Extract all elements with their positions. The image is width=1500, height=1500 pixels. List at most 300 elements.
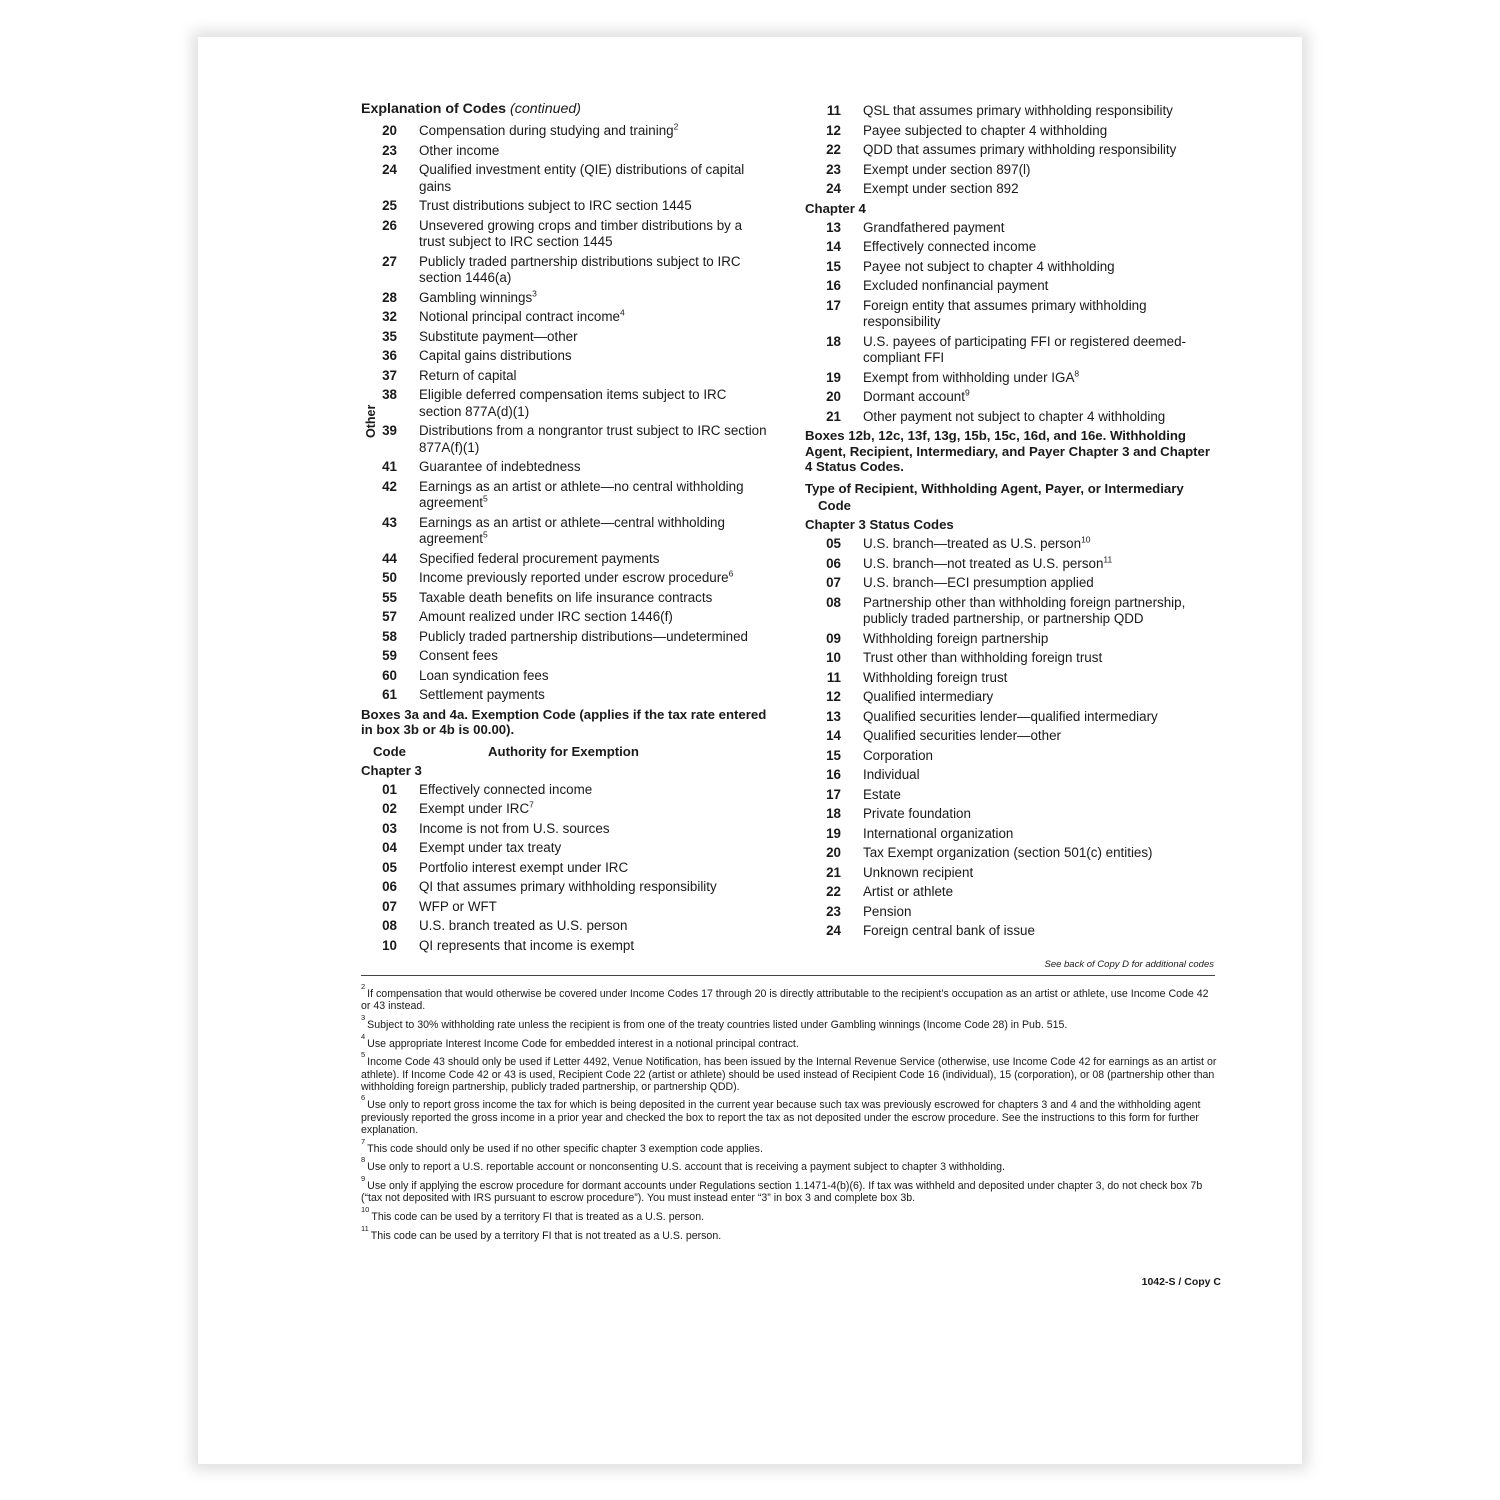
code-row [805,689,1220,706]
code-description [419,879,771,896]
code-description-text: Qualified securities lender—other [863,728,1061,743]
footnote-text: If compensation that would otherwise be covered under Income Codes 17 through 20 is directly attributable to the recipient’s occupation as an artist or athlete, use Income Code 42 or 43 instead. [361,988,1209,1013]
code-number: 19 [826,825,841,841]
code-description [419,387,771,420]
see-back-note: See back of Copy D for additional codes [1044,959,1214,970]
code-row [805,884,1220,901]
code-description [419,123,771,140]
footnote-number: 4 [361,1031,366,1041]
code-row [361,143,771,160]
code-description [419,348,771,365]
code-row [361,668,771,685]
code-number: 23 [382,142,397,158]
code-description-text: Capital gains distributions [419,348,572,363]
form-identifier: 1042-S / Copy C [1141,1276,1221,1288]
code-row [805,162,1220,179]
code-description-text: Consent fees [419,648,498,663]
code-number: 14 [826,728,841,743]
chapter3-exemption-list [361,782,771,955]
code-number: 14 [826,239,841,254]
authority-column-label: Authority for Exemption [488,743,639,759]
code-row [361,801,771,818]
code-row [361,782,771,799]
code-description [863,670,1220,687]
code-number: 20 [382,123,397,138]
code-number: 08 [382,918,397,933]
code-description-text: Qualified intermediary [863,689,994,704]
code-number: 13 [826,219,841,235]
footnote-number: 6 [361,1093,366,1103]
code-number: 21 [826,408,841,424]
code-number: 58 [382,628,397,644]
footnote-text: Use only if applying the escrow procedure for dormant accounts under Regulations section 1.1471-4(b)(6). If tax was withheld and deposited under chapter 3, do not check box 7b (“tax not deposited with IRS pursuant to escrow procedure”). You must instead enter “3” in box 3 and complete box 3b. [361,1179,1203,1205]
code-row [805,334,1220,367]
footnote-ref: 8 [1074,368,1080,379]
footnote-number: 10 [361,1204,370,1214]
code-row [361,590,771,607]
right-column [805,103,1220,943]
footnote-text: Use only to report a U.S. reportable account or nonconsenting U.S. account that is receiving a payment subject to chapter 3 withholding. [367,1161,1005,1174]
code-row [805,370,1220,387]
code-description-text: Trust other than withholding foreign trust [863,650,1103,665]
footnote-ref: 3 [532,288,537,299]
code-row [361,860,771,877]
code-description [863,923,1220,940]
code-description [863,767,1220,784]
code-row [805,259,1220,276]
code-description-text: Settlement payments [419,687,545,702]
code-description [863,845,1220,862]
footnote-ref: 9 [964,387,970,398]
code-description [863,728,1220,745]
code-number: 04 [382,840,397,855]
code-row [361,423,771,456]
code-number: 26 [382,217,397,233]
code-row [805,904,1220,921]
code-number: 07 [826,575,841,590]
footnote-item [361,1012,1217,1031]
code-description-text: Partnership other than withholding foreign partnership, publicly traded partnership, or partnership QDD [863,594,1186,626]
code-description [419,329,771,346]
code-description [419,218,771,251]
code-description [419,551,771,568]
code-description-text: Exempt under IRC [419,801,530,816]
code-description [419,840,771,857]
code-description-text: WFP or WFT [419,898,497,914]
code-description [863,409,1220,426]
code-row [361,629,771,646]
code-description [419,668,771,685]
code-row [361,348,771,365]
code-description [419,254,771,287]
page-title [361,100,771,118]
footnote-item [361,982,1217,1013]
code-number: 37 [382,367,397,383]
footnote-ref: 11 [1103,554,1113,565]
code-description-text: QI that assumes primary withholding responsibility [419,879,717,894]
code-number: 03 [382,820,397,836]
code-description-text: U.S. branch—not treated as U.S. person [863,555,1104,571]
code-description-text: Corporation [863,747,933,763]
code-description-text: Individual [863,767,920,782]
code-description-text: Portfolio interest exempt under IRC [419,859,629,875]
code-column-label: Code [373,743,406,759]
code-row [805,670,1220,687]
footnote-text: Use appropriate Interest Income Code for embedded interest in a notional principal contract. [367,1037,799,1050]
code-description-text: Qualified securities lender—qualified intermediary [863,708,1158,724]
code-number: 18 [826,806,841,821]
code-number: 41 [382,459,397,474]
code-description [419,899,771,916]
code-number: 10 [382,937,397,953]
code-description-text: Trust distributions subject to IRC section 1445 [419,198,692,213]
code-description [419,515,771,548]
code-row [805,142,1220,159]
code-description [419,687,771,704]
code-row [361,840,771,857]
left-column [361,100,771,957]
code-description-text: Eligible deferred compensation items subject to IRC section 877A(d)(1) [419,387,727,419]
code-description [863,278,1220,295]
code-description-text: U.S. branch—ECI presumption applied [863,575,1094,590]
code-description [863,787,1220,804]
code-number: 42 [382,478,397,494]
code-row [805,575,1220,592]
code-description-text: Exempt under section 892 [863,181,1019,196]
code-description [863,689,1220,706]
code-description [863,181,1220,198]
code-number: 50 [382,570,397,585]
code-row [361,899,771,916]
code-description-text: Guarantee of indebtedness [419,459,581,474]
code-row [361,309,771,326]
status-type-heading: Type of Recipient, Withholding Agent, Payer, or Intermediary [805,480,1184,496]
footnote-ref: 6 [728,568,734,579]
code-description [419,782,771,799]
code-description [419,162,771,195]
code-row [361,254,771,287]
status-code-list [805,536,1220,940]
code-number: 25 [382,198,397,213]
income-code-list [361,123,771,704]
code-description-text: Withholding foreign partnership [863,630,1049,646]
code-row [805,123,1220,140]
code-description-text: Other income [419,142,500,158]
code-number: 11 [826,669,841,685]
footnote-item [361,1223,1217,1242]
footnote-item [361,1050,1217,1093]
code-row [805,239,1220,256]
code-description [419,198,771,215]
code-number: 10 [826,650,841,665]
code-number: 60 [382,667,397,683]
footnote-ref: 4 [619,307,625,318]
code-number: 23 [826,161,841,177]
code-description-text: Foreign entity that assumes primary withholding responsibility [863,297,1147,329]
exemption-column-header [361,744,771,760]
code-number: 16 [826,767,841,782]
code-row [361,821,771,838]
code-description-text: Withholding foreign trust [863,669,1008,685]
code-number: 09 [826,630,841,646]
code-description [863,389,1220,406]
footnote-divider [361,975,1215,976]
code-description-text: QSL that assumes primary withholding responsibility [863,103,1173,118]
footnote-number: 11 [361,1223,369,1233]
code-description [419,821,771,838]
code-description-text: QDD that assumes primary withholding responsibility [863,142,1177,157]
footnote-item [361,1031,1217,1050]
code-row [361,938,771,955]
code-description-text: Exempt under section 897(l) [863,161,1031,177]
code-description [863,298,1220,331]
code-description [419,590,771,607]
code-description-text: Earnings as an artist or athlete—no central withholding agreement [419,478,744,510]
code-row [361,329,771,346]
code-number: 27 [382,253,397,269]
code-row [361,879,771,896]
code-row [805,220,1220,237]
code-description-text: Income is not from U.S. sources [419,820,610,836]
code-row [361,459,771,476]
code-number: 35 [382,328,397,344]
code-row [805,709,1220,726]
code-row [805,650,1220,667]
code-description-text: Taxable death benefits on life insurance contracts [419,589,713,605]
other-label-text: Other [364,404,378,438]
code-description-text: U.S. branch—treated as U.S. person [863,536,1082,551]
footnote-number: 5 [361,1050,366,1060]
code-row [361,123,771,140]
footnote-number: 3 [361,1012,366,1022]
code-number: 12 [826,122,841,138]
code-number: 06 [826,555,841,571]
code-description-text: Distributions from a nongrantor trust subject to IRC section 877A(f)(1) [419,423,767,455]
code-row [361,479,771,512]
code-number: 06 [382,879,397,894]
footnote-text: Income Code 43 should only be used if Letter 4492, Venue Notification, has been issued by the Internal Revenue Service (otherwise, use Income Code 42 for earnings as an artist or athlete). If Income Code 42 or 43 is used, Recipient Code 22 (artist or athlete) should be used instead of Recipient Code 16 (individual), 15 (corporation), or 08 (partnership other than withholding foreign partnership, publicly traded partnership, or partnership QDD). [361,1056,1217,1093]
code-number: 22 [826,142,841,157]
code-row [805,278,1220,295]
chapter3-label: Chapter 3 [361,762,422,778]
code-description-text: Return of capital [419,367,517,383]
code-description-text: QI represents that income is exempt [419,937,635,953]
code-description-text: Gambling winnings [419,289,533,305]
code-number: 13 [826,708,841,724]
code-description [419,309,771,326]
code-row [805,787,1220,804]
footnote-number: 8 [361,1155,366,1165]
code-number: 24 [382,162,397,177]
code-description-text: Foreign central bank of issue [863,923,1035,938]
footnote-item [361,1204,1217,1223]
code-number: 08 [826,594,841,610]
code-description [863,595,1220,628]
footnotes [361,982,1217,1248]
code-description [863,865,1220,882]
status-codes-heading: Boxes 12b, 12c, 13f, 13g, 15b, 15c, 16d, and 16e. Withholding Agent, Recipient, Intermediary, and Payer Chapter 3 and Chapter 4 Status Codes. [805,428,1211,474]
code-number: 24 [826,923,841,938]
code-row [361,648,771,665]
code-description [419,609,771,626]
code-row [361,198,771,215]
code-description [863,904,1220,921]
code-row [805,536,1220,553]
footnote-text: This code should only be used if no other specific chapter 3 exemption code applies. [367,1142,763,1155]
code-description [419,479,771,512]
code-row [361,162,771,195]
code-row [805,298,1220,331]
code-description-text: Pension [863,903,912,919]
code-description-text: U.S. payees of participating FFI or registered deemed-compliant FFI [863,333,1187,365]
footnote-text: Use only to report gross income the tax for which is being deposited in the current year because such tax was previously escrowed for chapters 3 and 4 and the withholding agent previously reported the gross income in a prior year and checked the box to report the tax as not deposited under the escrow procedure. See the instructions to this form for further explanation. [361,1099,1201,1136]
code-description-text: Excluded nonfinancial payment [863,278,1049,293]
code-number: 19 [826,369,841,385]
code-description [863,631,1220,648]
code-description-text: Income previously reported under escrow procedure [419,570,729,585]
code-number: 57 [382,609,397,624]
code-number: 59 [382,648,397,663]
code-row [361,368,771,385]
code-description [419,570,771,587]
code-number: 05 [382,859,397,875]
code-description [863,334,1220,367]
chapter3-exemption-continued-list [805,103,1220,198]
code-number: 17 [826,297,841,313]
code-row [805,389,1220,406]
code-description [419,368,771,385]
code-row [361,570,771,587]
code-description [863,826,1220,843]
footnote-number: 7 [361,1136,366,1146]
code-number: 20 [826,845,841,860]
code-description [863,709,1220,726]
code-description-text: Specified federal procurement payments [419,550,660,566]
code-description-text: Other payment not subject to chapter 4 withholding [863,408,1166,424]
code-row [805,728,1220,745]
code-description [419,459,771,476]
code-row [361,687,771,704]
code-description [863,220,1220,237]
footnote-number: 9 [361,1173,366,1183]
code-number: 18 [826,333,841,349]
code-number: 23 [826,903,841,919]
footnote-ref: 5 [483,493,488,504]
code-row [805,845,1220,862]
code-description-text: International organization [863,825,1014,841]
code-description-text: Earnings as an artist or athlete—central withholding agreement [419,514,725,546]
code-number: 39 [382,423,397,438]
code-description-text: Loan syndication fees [419,667,549,683]
code-description [863,556,1220,573]
footnote-item [361,1173,1217,1205]
code-description [863,259,1220,276]
code-description-text: Substitute payment—other [419,328,578,344]
code-row [805,923,1220,940]
code-description [419,423,771,456]
code-number: 17 [826,786,841,802]
code-description [863,536,1220,553]
code-description [863,123,1220,140]
code-description [863,575,1220,592]
status-code-label: Code [818,498,851,513]
code-description [419,143,771,160]
code-description [863,142,1220,159]
code-description-text: Exempt under tax treaty [419,840,562,855]
chapter4-label: Chapter 4 [805,200,866,216]
code-number: 22 [826,884,841,899]
chapter4-exemption-list [805,220,1220,426]
code-description [863,239,1220,256]
code-description-text: Payee not subject to chapter 4 withholding [863,258,1115,274]
title-text: Explanation of Codes [361,101,507,117]
code-number: 44 [382,550,397,566]
title-continued: (continued) [510,101,581,117]
code-description-text: U.S. branch treated as U.S. person [419,918,628,933]
code-number: 20 [826,389,841,404]
code-row [361,918,771,935]
code-row [805,556,1220,573]
code-row [805,409,1220,426]
code-description [419,801,771,818]
code-description-text: Amount realized under IRC section 1446(f) [419,609,673,624]
code-row [361,551,771,568]
exemption-heading: Boxes 3a and 4a. Exemption Code (applies if the tax rate entered in box 3b or 4b is 00.00). [361,706,767,737]
code-number: 55 [382,589,397,605]
code-description-text: Exempt from withholding under IGA [863,369,1075,385]
code-description-text: Dormant account [863,389,965,404]
code-description [863,650,1220,667]
code-description [419,629,771,646]
code-description-text: Publicly traded partnership distributions—undetermined [419,628,748,644]
code-number: 61 [382,687,397,702]
code-row [805,748,1220,765]
footnote-text: This code can be used by a territory FI that is not treated as a U.S. person. [370,1229,722,1242]
code-description [863,884,1220,901]
code-description-text: Private foundation [863,806,971,821]
status-chapter3-label: Chapter 3 Status Codes [805,517,954,532]
code-number: 38 [382,387,397,402]
code-number: 16 [826,278,841,293]
code-row [805,826,1220,843]
code-number: 05 [826,536,841,551]
footnote-ref: 10 [1081,534,1091,545]
code-row [361,218,771,251]
code-description [419,648,771,665]
code-description-text: Qualified investment entity (QIE) distributions of capital gains [419,162,745,194]
code-number: 15 [826,258,841,274]
code-description-text: Tax Exempt organization (section 501(c) entities) [863,845,1153,860]
code-number: 36 [382,348,397,363]
code-description-text: Unsevered growing crops and timber distributions by a trust subject to IRC section 1445 [419,217,743,249]
footnote-item [361,1136,1217,1155]
code-description-text: Estate [863,786,901,802]
footnote-text: Subject to 30% withholding rate unless the recipient is from one of the treaty countries listed under Gambling winnings (Income Code 28) in Pub. 515. [367,1018,1068,1031]
code-number: 11 [826,103,841,118]
code-row [361,290,771,307]
code-row [805,806,1220,823]
code-number: 21 [826,864,841,880]
code-description [863,370,1220,387]
code-row [805,103,1220,120]
code-number: 32 [382,309,397,324]
code-description [863,806,1220,823]
code-row [361,515,771,548]
code-row [805,595,1220,628]
code-row [805,865,1220,882]
code-number: 07 [382,898,397,914]
code-description [863,162,1220,179]
